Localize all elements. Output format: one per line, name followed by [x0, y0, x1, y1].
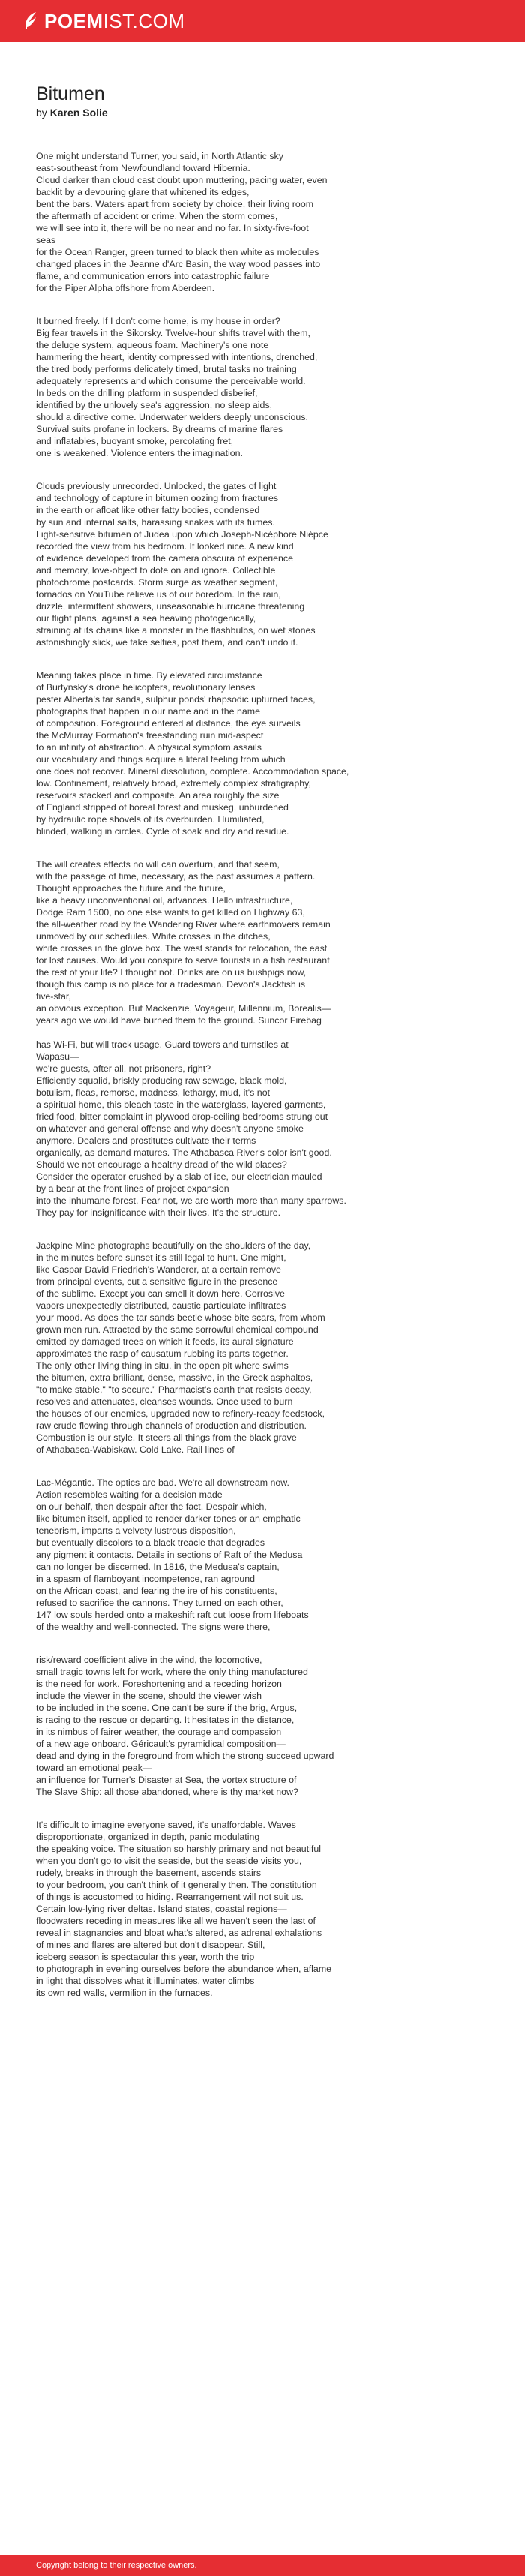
poem-line: for lost causes. Would you conspire to serve tourists in a fish restaurant	[36, 955, 330, 966]
poem-line: five-star,	[36, 991, 71, 1002]
poem-line: Dodge Ram 1500, no one else wants to get killed on Highway 63,	[36, 907, 305, 918]
poem-line: the bitumen, extra brilliant, dense, massive, in the Greek asphaltos,	[36, 1372, 314, 1383]
poem-line: the McMurray Formation's freestanding ruin mid-aspect	[36, 730, 264, 741]
poem-line: of Athabasca-Wabiskaw. Cold Lake. Rail lines of	[36, 1444, 235, 1455]
poem-line: Certain low-lying river deltas. Island states, coastal regions—	[36, 1904, 287, 1914]
site-footer	[0, 2555, 525, 2576]
stanza	[36, 1477, 501, 1633]
poem-line: like Caspar David Friedrich's Wanderer, at a certain remove	[36, 1264, 281, 1275]
poem-line: and inflatables, buoyant smoke, percolating fret,	[36, 436, 234, 446]
poem-line: hammering the heart, identity compressed with intentions, drenched,	[36, 352, 318, 362]
poem-line: rudely, breaks in through the basement, ascends stairs	[36, 1868, 262, 1878]
poem-line: unmoved by our schedules. White crosses in the ditches,	[36, 931, 271, 942]
poem-container	[36, 83, 501, 2020]
poem-line: in the earth or afloat like other fatty bodies, condensed	[36, 505, 260, 516]
poem-line: raw crude flowing through channels of production and distribution.	[36, 1420, 307, 1431]
poem-line: The will creates effects no will can overturn, and that seem,	[36, 859, 280, 870]
poem-line: to your bedroom, you can't think of it generally then. The constitution	[36, 1880, 317, 1890]
byline-prefix: by	[36, 107, 50, 119]
poem-line: and memory, love-object to dote on and ignore. Collectible	[36, 565, 276, 576]
poem-line: our flight plans, against a sea heaving photogenically,	[36, 613, 256, 624]
poem-line: changed places in the Jeanne d'Arc Basin, the way wood passes into	[36, 259, 321, 269]
poem-line: of a new age onboard. Géricault's pyramidical composition—	[36, 1739, 286, 1749]
poem-line: of evidence developed from the camera obscura of experience	[36, 553, 294, 564]
poem-line: vapors unexpectedly distributed, caustic particulate infiltrates	[36, 1300, 286, 1311]
poem-line: Big fear travels in the Sikorsky. Twelve-hour shifts travel with them,	[36, 328, 310, 338]
poem-line: our vocabulary and things acquire a literal feeling from which	[36, 754, 286, 765]
logo-text-strong: POEM	[44, 10, 104, 32]
poem-line: on our behalf, then despair after the fact. Despair which,	[36, 1501, 267, 1512]
feather-icon	[22, 11, 39, 31]
poem-line: toward an emotional peak—	[36, 1763, 152, 1773]
poem-line: dead and dying in the foreground from which the strong succeed upward	[36, 1751, 334, 1761]
poem-line: iceberg season is spectacular this year, worth the trip	[36, 1952, 255, 1962]
poem-line: 147 low souls herded onto a makeshift raft cut loose from lifeboats	[36, 1610, 309, 1620]
poem-line: One might understand Turner, you said, in North Atlantic sky	[36, 151, 284, 161]
poem-line: tornados on YouTube relieve us of our boredom. In the rain,	[36, 589, 281, 600]
poem-line: on the African coast, and fearing the ire of his constituents,	[36, 1586, 278, 1596]
poem-line: a spiritual home, this bleach taste in the waterglass, layered garments,	[36, 1099, 326, 1110]
poem-line: anymore. Dealers and prostitutes cultivate their terms	[36, 1135, 256, 1146]
poem-line: of the wealthy and well-connected. The signs were there,	[36, 1622, 271, 1632]
poem-line: in the minutes before sunset it's still legal to hunt. One might,	[36, 1252, 286, 1263]
poem-line: the tired body performs delicately timed, brutal tasks no training	[36, 364, 297, 374]
poem-line: recorded the view from his bedroom. It looked nice. A new kind	[36, 541, 294, 552]
poem-line: include the viewer in the scene, should the viewer wish	[36, 1691, 262, 1701]
poem-line: of England stripped of boreal forest and muskeg, unburdened	[36, 802, 289, 813]
poem-line: should a directive come. Underwater welders deeply unconscious.	[36, 412, 308, 422]
poem-line: Meaning takes place in time. By elevated circumstance	[36, 670, 262, 681]
stanza	[36, 1654, 501, 1798]
poem-line: adequately represents and which consume the perceivable world.	[36, 376, 306, 386]
poem-line: the houses of our enemies, upgraded now to refinery-ready feedstock,	[36, 1408, 326, 1419]
poem-line: flame, and communication errors into catastrophic failure	[36, 271, 270, 281]
poem-line: organically, as demand matures. The Athabasca River's color isn't good.	[36, 1147, 332, 1158]
poem-line	[36, 1026, 501, 1039]
poem-line: like bitumen itself, applied to render darker tones or an emphatic	[36, 1513, 301, 1524]
poem-line: floodwaters receding in measures like all we haven't seen the last of	[36, 1916, 316, 1926]
poem-line: from principal events, cut a sensitive figure in the presence	[36, 1276, 278, 1287]
poem-line: one is weakened. Violence enters the imagination.	[36, 448, 243, 458]
poem-line: into the inhumane forest. Fear not, we are worth more than many sparrows.	[36, 1195, 346, 1206]
poem-line: your mood. As does the tar sands beetle whose bite scars, from whom	[36, 1312, 326, 1323]
poem-line: years ago we would have burned them to the ground. Suncor Firebag	[36, 1015, 322, 1026]
poem-line: low. Confinement, relatively broad, extremely complex stratigraphy,	[36, 778, 311, 789]
poem-line: by sun and internal salts, harassing snakes with its fumes.	[36, 517, 275, 528]
poem-line: photochrome postcards. Storm surge as weather segment,	[36, 577, 278, 588]
poem-line: an influence for Turner's Disaster at Sea, the vortex structure of	[36, 1775, 297, 1785]
poem-line: tenebrism, imparts a velvety lustrous disposition,	[36, 1525, 236, 1536]
poem-line: in a spasm of flamboyant incompetence, ran aground	[36, 1574, 256, 1584]
stanza	[36, 1819, 501, 1999]
poem-line: bent the bars. Waters apart from society by choice, their living room	[36, 199, 314, 209]
poem-line: can no longer be discerned. In 1816, the Medusa's captain,	[36, 1562, 280, 1572]
stanza	[36, 315, 501, 459]
poem-line: backlit by a devouring glare that whitened its edges,	[36, 187, 250, 197]
poem-line: Survival suits profane in lockers. By dreams of marine flares	[36, 424, 284, 434]
copyright-text: Copyright belong to their respective owners.	[36, 2561, 197, 2570]
poem-line: They pay for insignificance with their lives. It's the structure.	[36, 1207, 281, 1218]
poem-line: an obvious exception. But Mackenzie, Voyageur, Millennium, Borealis—	[36, 1003, 332, 1014]
poem-line: The Slave Ship: all those abandoned, where is thy market now?	[36, 1787, 298, 1797]
poem-line: pester Alberta's tar sands, sulphur ponds' rhapsodic upturned faces,	[36, 694, 316, 705]
poem-line: reservoirs stacked and composite. An area roughly the size	[36, 790, 280, 801]
poem-line: but eventually discolors to a black treacle that degrades	[36, 1537, 266, 1548]
poem-line: and technology of capture in bitumen oozing from fractures	[36, 493, 279, 503]
poem-line: Light-sensitive bitumen of Judea upon which Joseph-Nicéphore Niépce	[36, 529, 328, 540]
poem-line: small tragic towns left for work, where the only thing manufactured	[36, 1667, 308, 1677]
poem-line: the speaking voice. The situation so harshly primary and not beautiful	[36, 1844, 321, 1854]
poem-line: the rest of your life? I thought not. Drinks are on us bushpigs now,	[36, 967, 307, 978]
stanza	[36, 858, 501, 1219]
site-logo[interactable]	[22, 11, 185, 31]
poem-line: in light that dissolves what it illuminates, water climbs	[36, 1976, 255, 1986]
author-link[interactable]: Karen Solie	[50, 107, 108, 119]
poem-line: botulism, fleas, remorse, madness, lethargy, mud, it's not	[36, 1087, 271, 1098]
poem-line: when you don't go to visit the seaside, but the seaside visits you,	[36, 1856, 302, 1866]
poem-line: for the Ocean Ranger, green turned to black then white as molecules	[36, 247, 320, 257]
stanza	[36, 669, 501, 837]
poem-line: disproportionate, organized in depth, panic modulating	[36, 1832, 260, 1842]
poem-line: blinded, walking in circles. Cycle of soak and dry and residue.	[36, 826, 290, 837]
site-header	[0, 0, 525, 42]
poem-line: Should we not encourage a healthy dread of the wild places?	[36, 1159, 287, 1170]
poem-line: astonishingly slick, we take selfies, post them, and can't undo it.	[36, 637, 298, 648]
poem-line: Efficiently squalid, briskly producing raw sewage, black mold,	[36, 1075, 287, 1086]
poem-line: is the need for work. Foreshortening and a receding horizon	[36, 1679, 282, 1689]
stanza	[36, 480, 501, 648]
poem-line: Cloud darker than cloud cast doubt upon muttering, pacing water, even	[36, 175, 328, 185]
poem-line: to photograph in evening ourselves before the abundance when, aflame	[36, 1964, 332, 1974]
poem-line: with the passage of time, necessary, as the past assumes a pattern.	[36, 871, 316, 882]
poem-body	[36, 150, 501, 1999]
poem-line: Wapasu—	[36, 1051, 80, 1062]
poem-title: Bitumen	[36, 83, 105, 104]
poem-line: grown men run. Attracted by the same sorrowful chemical compound	[36, 1324, 319, 1335]
poem-line: on whatever and general offense and why doesn't anyone smoke	[36, 1123, 304, 1134]
poem-line: Combustion is our style. It steers all things from the black grave	[36, 1432, 297, 1443]
poem-line: It's difficult to imagine everyone saved, it's unaffordable. Waves	[36, 1820, 296, 1830]
poem-line: Action resembles waiting for a decision made	[36, 1489, 223, 1500]
poem-line: to an infinity of abstraction. A physical symptom assails	[36, 742, 262, 753]
poem-line: the aftermath of accident or crime. When the storm comes,	[36, 211, 278, 221]
logo-text-light: IST.COM	[103, 10, 185, 32]
poem-line: the all-weather road by the Wandering River where earthmovers remain	[36, 919, 331, 930]
poem-line: In beds on the drilling platform in suspended disbelief,	[36, 388, 258, 398]
poem-line: approximates the rasp of causatum rubbing its parts together.	[36, 1348, 289, 1359]
poem-line: Jackpine Mine photographs beautifully on the shoulders of the day,	[36, 1240, 311, 1251]
poem-line: one does not recover. Mineral dissolution, complete. Accommodation space,	[36, 766, 350, 777]
poem-line: like a heavy unconventional oil, advances. Hello infrastructure,	[36, 895, 293, 906]
poem-line: we're guests, after all, not prisoners, right?	[36, 1063, 212, 1074]
poem-line: by a bear at the front lines of project expansion	[36, 1183, 230, 1194]
poem-line: drizzle, intermittent showers, unseasonable hurricane threatening	[36, 601, 305, 612]
stanza	[36, 1240, 501, 1456]
poem-line: risk/reward coefficient alive in the wind, the locomotive,	[36, 1655, 262, 1665]
poem-line: has Wi-Fi, but will track usage. Guard towers and turnstiles at	[36, 1039, 289, 1050]
poem-line: The only other living thing in situ, in the open pit where swims	[36, 1360, 289, 1371]
poem-line: its own red walls, vermilion in the furnaces.	[36, 1988, 213, 1998]
poem-line: of mines and flares are altered but don't disappear. Still,	[36, 1940, 266, 1950]
byline	[36, 107, 501, 119]
stanza	[36, 150, 501, 294]
poem-line: we will see into it, there will be no near and no far. In sixty-five-foot	[36, 223, 309, 233]
poem-line: Consider the operator crushed by a slab of ice, our electrician mauled	[36, 1171, 322, 1182]
poem-line: east-southeast from Newfoundland toward Hibernia.	[36, 163, 250, 173]
poem-line: Thought approaches the future and the future,	[36, 883, 226, 894]
poem-line: Clouds previously unrecorded. Unlocked, the gates of light	[36, 481, 277, 491]
poem-line: It burned freely. If I don't come home, is my house in order?	[36, 316, 280, 326]
poem-line: of Burtynsky's drone helicopters, revolutionary lenses	[36, 682, 256, 693]
poem-line: refused to sacrifice the cannons. They turned on each other,	[36, 1598, 284, 1608]
poem-line: by hydraulic rope shovels of its overburden. Humiliated,	[36, 814, 265, 825]
poem-line: seas	[36, 235, 56, 245]
poem-line: of things is accustomed to hiding. Rearrangement will not suit us.	[36, 1892, 304, 1902]
poem-line: "to make stable," "to secure." Pharmacist's earth that resists decay,	[36, 1384, 312, 1395]
poem-line: though this camp is no place for a tradesman. Devon's Jackfish is	[36, 979, 306, 990]
poem-line: reveal in stagnancies and bloat what's altered, as adrenal exhalations	[36, 1928, 322, 1938]
poem-line: Lac-Mégantic. The optics are bad. We're all downstream now.	[36, 1477, 290, 1488]
poem-line: is racing to the rescue or departing. It hesitates in the distance,	[36, 1715, 295, 1725]
poem-line: emitted by damaged trees on which it feeds, its aural signature	[36, 1336, 294, 1347]
poem-line: photographs that happen in our name and in the name	[36, 706, 260, 717]
poem-line: any pigment it contacts. Details in sections of Raft of the Medusa	[36, 1550, 303, 1560]
poem-line: in its nimbus of fairer weather, the courage and compassion	[36, 1727, 282, 1737]
poem-line: to be included in the scene. One can't be sure if the brig, Argus,	[36, 1703, 298, 1713]
poem-line: of composition. Foreground entered at distance, the eye surveils	[36, 718, 301, 729]
poem-line: resolves and attenuates, cleanses wounds. Once used to burn	[36, 1396, 293, 1407]
poem-line: the deluge system, aqueous foam. Machinery's one note	[36, 340, 269, 350]
poem-line: of the sublime. Except you can smell it down here. Corrosive	[36, 1288, 285, 1299]
poem-line: fried food, bitter complaint in plywood drop-ceiling bedrooms strung out	[36, 1111, 328, 1122]
poem-line: for the Piper Alpha offshore from Aberdeen.	[36, 283, 215, 293]
poem-line: white crosses in the glove box. The west stands for relocation, the east	[36, 943, 328, 954]
poem-line: identified by the unlovely sea's aggression, no sleep aids,	[36, 400, 273, 410]
poem-line: straining at its chains like a monster in the flashbulbs, on wet stones	[36, 625, 316, 636]
